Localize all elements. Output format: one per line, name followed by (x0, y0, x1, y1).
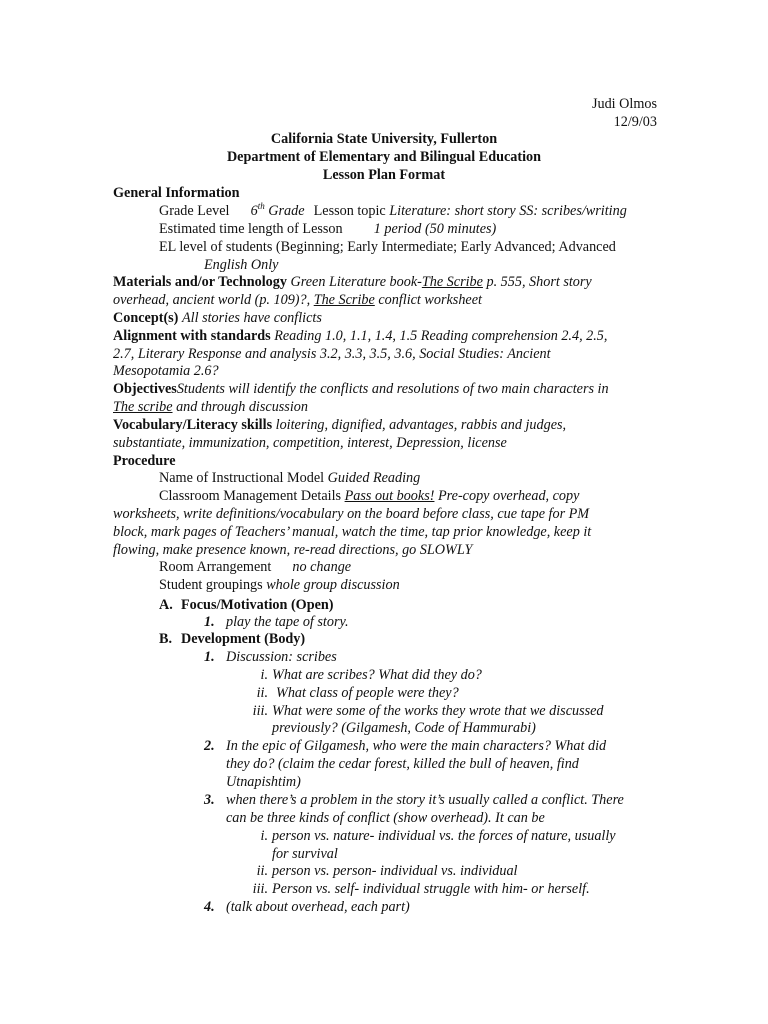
university-title: California State University, Fullerton (270, 131, 498, 147)
objectives-text-1: Students will identify the conflicts and resolutions of two main characters in (176, 381, 609, 397)
vocabulary-text-1: loitering, dignified, advantages, rabbis and judges, (275, 417, 567, 433)
procedure-heading: Procedure (113, 453, 176, 469)
el-level-value: English Only (204, 257, 279, 273)
vocabulary-text-2: substantiate, immunization, competition, interest, Depression, license (113, 435, 507, 451)
materials-text-1a: Green Literature book- (290, 274, 422, 290)
department-title: Department of Elementary and Bilingual Education (226, 149, 542, 165)
section-a-title: Focus/Motivation (Open) (181, 597, 334, 613)
concepts-label: Concept(s) (113, 310, 179, 326)
model-label: Name of Instructional Model (159, 470, 325, 486)
sub-item-num: iii. (252, 881, 268, 897)
management-pass-out: Pass out books! (344, 488, 435, 504)
sub-item-text: What were some of the works they wrote that we discussed (272, 703, 604, 719)
author-name: Judi Olmos (591, 96, 657, 112)
concepts-line (113, 309, 322, 327)
sub-item-num: ii. (256, 863, 268, 879)
management-text-3: block, mark pages of Teachers’ manual, watch the time, tap prior knowledge, keep it (113, 524, 592, 540)
grade-number: 6 (250, 203, 258, 219)
grouping-value: whole group discussion (266, 577, 400, 593)
model-line (159, 469, 420, 487)
objectives-line-1 (113, 380, 609, 398)
alignment-label: Alignment with standards (113, 328, 271, 344)
section-b-item-1-num: 1. (204, 649, 215, 665)
section-b-item-4-text: (talk about overhead, each part) (226, 899, 410, 915)
alignment-text-2: 2.7, Literary Response and analysis 3.2, 3.3, 3.5, 3.6, Social Studies: Ancient (113, 346, 551, 362)
section-a-item-1-num: 1. (204, 614, 215, 630)
time-length-line (159, 220, 496, 238)
general-info-heading: General Information (113, 185, 240, 201)
section-b-item-2-num: 2. (204, 738, 215, 754)
grouping-label: Student groupings (159, 577, 263, 593)
grade-level-line (159, 202, 627, 220)
section-b-item-1-text: Discussion: scribes (226, 649, 337, 665)
el-level-label: EL level of students (Beginning; Early Intermediate; Early Advanced; Advanced (159, 239, 616, 255)
section-b-item-2-line-3: Utnapishtim) (226, 774, 301, 790)
room-label: Room Arrangement (159, 559, 272, 575)
management-text-1: Pre-copy overhead, copy (434, 488, 580, 504)
management-text-2: worksheets, write definitions/vocabulary on the board before class, cue tape for PM (113, 506, 590, 522)
section-a-item-1-text: play the tape of story. (226, 614, 349, 630)
objectives-text-2a: The scribe (113, 399, 173, 415)
management-line-1 (159, 487, 579, 505)
alignment-line-1 (113, 327, 607, 345)
sub-item-num: ii. (256, 685, 268, 701)
sub-item-text-continued: previously? (Gilgamesh, Code of Hammurabi) (272, 720, 536, 736)
sub-item-text: person vs. person- individual vs. individual (272, 863, 518, 879)
room-line (159, 558, 351, 576)
objectives-label: Objectives (113, 381, 177, 397)
sub-item-num: iii. (252, 703, 268, 719)
grade-level-label: Grade Level (159, 203, 230, 219)
materials-text-1c: p. 555, Short story (482, 274, 592, 290)
alignment-text-3: Mesopotamia 2.6? (113, 363, 219, 379)
sub-item-num: i. (260, 828, 268, 844)
materials-line-1 (113, 273, 592, 291)
materials-line-2 (113, 291, 482, 309)
objectives-text-2b: and through discussion (172, 399, 308, 415)
section-b-item-2-line-2: they do? (claim the cedar forest, killed the bull of heaven, find (226, 756, 579, 772)
time-length-label: Estimated time length of Lesson (159, 221, 343, 237)
grade-suffix: th (257, 201, 265, 211)
materials-label: Materials and/or Technology (113, 274, 287, 290)
sub-item-text: person vs. nature- individual vs. the forces of nature, usually (272, 828, 616, 844)
document-date: 12/9/03 (613, 114, 657, 130)
section-b-item-4-num: 4. (204, 899, 215, 915)
concepts-text: All stories have conflicts (181, 310, 322, 326)
alignment-text-1: Reading 1.0, 1.1, 1.4, 1.5 Reading comprehension 2.4, 2.5, (274, 328, 608, 344)
sub-item-text: What class of people were they? (276, 685, 459, 701)
sub-item-text: Person vs. self- individual struggle with him- or herself. (272, 881, 590, 897)
section-b-item-3-line-2: can be three kinds of conflict (show overhead). It can be (226, 810, 545, 826)
materials-text-2b: The Scribe (313, 292, 375, 308)
room-value: no change (292, 559, 352, 575)
sub-item-text-continued: for survival (272, 846, 338, 862)
management-label: Classroom Management Details (159, 488, 342, 504)
section-b-marker: B. (159, 631, 173, 647)
section-b-item-3-num: 3. (204, 792, 215, 808)
materials-text-2c: conflict worksheet (374, 292, 482, 308)
management-text-4: flowing, make presence known, re-read directions, go SLOWLY (113, 542, 473, 558)
vocabulary-line-1 (113, 416, 566, 434)
section-b-item-2-line-1: In the epic of Gilgamesh, who were the main characters? What did (226, 738, 607, 754)
grouping-line (159, 576, 400, 594)
objectives-line-2 (113, 398, 308, 416)
sub-item-text: What are scribes? What did they do? (272, 667, 482, 683)
section-a-marker: A. (159, 597, 173, 613)
lesson-topic-label: Lesson topic (313, 203, 386, 219)
time-length-value: 1 period (50 minutes) (373, 221, 497, 237)
sub-item-num: i. (260, 667, 268, 683)
section-b-title: Development (Body) (181, 631, 306, 647)
materials-text-1b: The Scribe (421, 274, 483, 290)
section-b-item-3-line-1: when there’s a problem in the story it’s usually called a conflict. There (226, 792, 624, 808)
materials-text-2a: overhead, ancient world (p. 109)?, (113, 292, 314, 308)
grade-word: Grade (268, 203, 305, 219)
format-title: Lesson Plan Format (322, 167, 446, 183)
model-value: Guided Reading (327, 470, 421, 486)
lesson-topic-value: Literature: short story SS: scribes/writing (389, 203, 627, 219)
vocabulary-label: Vocabulary/Literacy skills (113, 417, 273, 433)
